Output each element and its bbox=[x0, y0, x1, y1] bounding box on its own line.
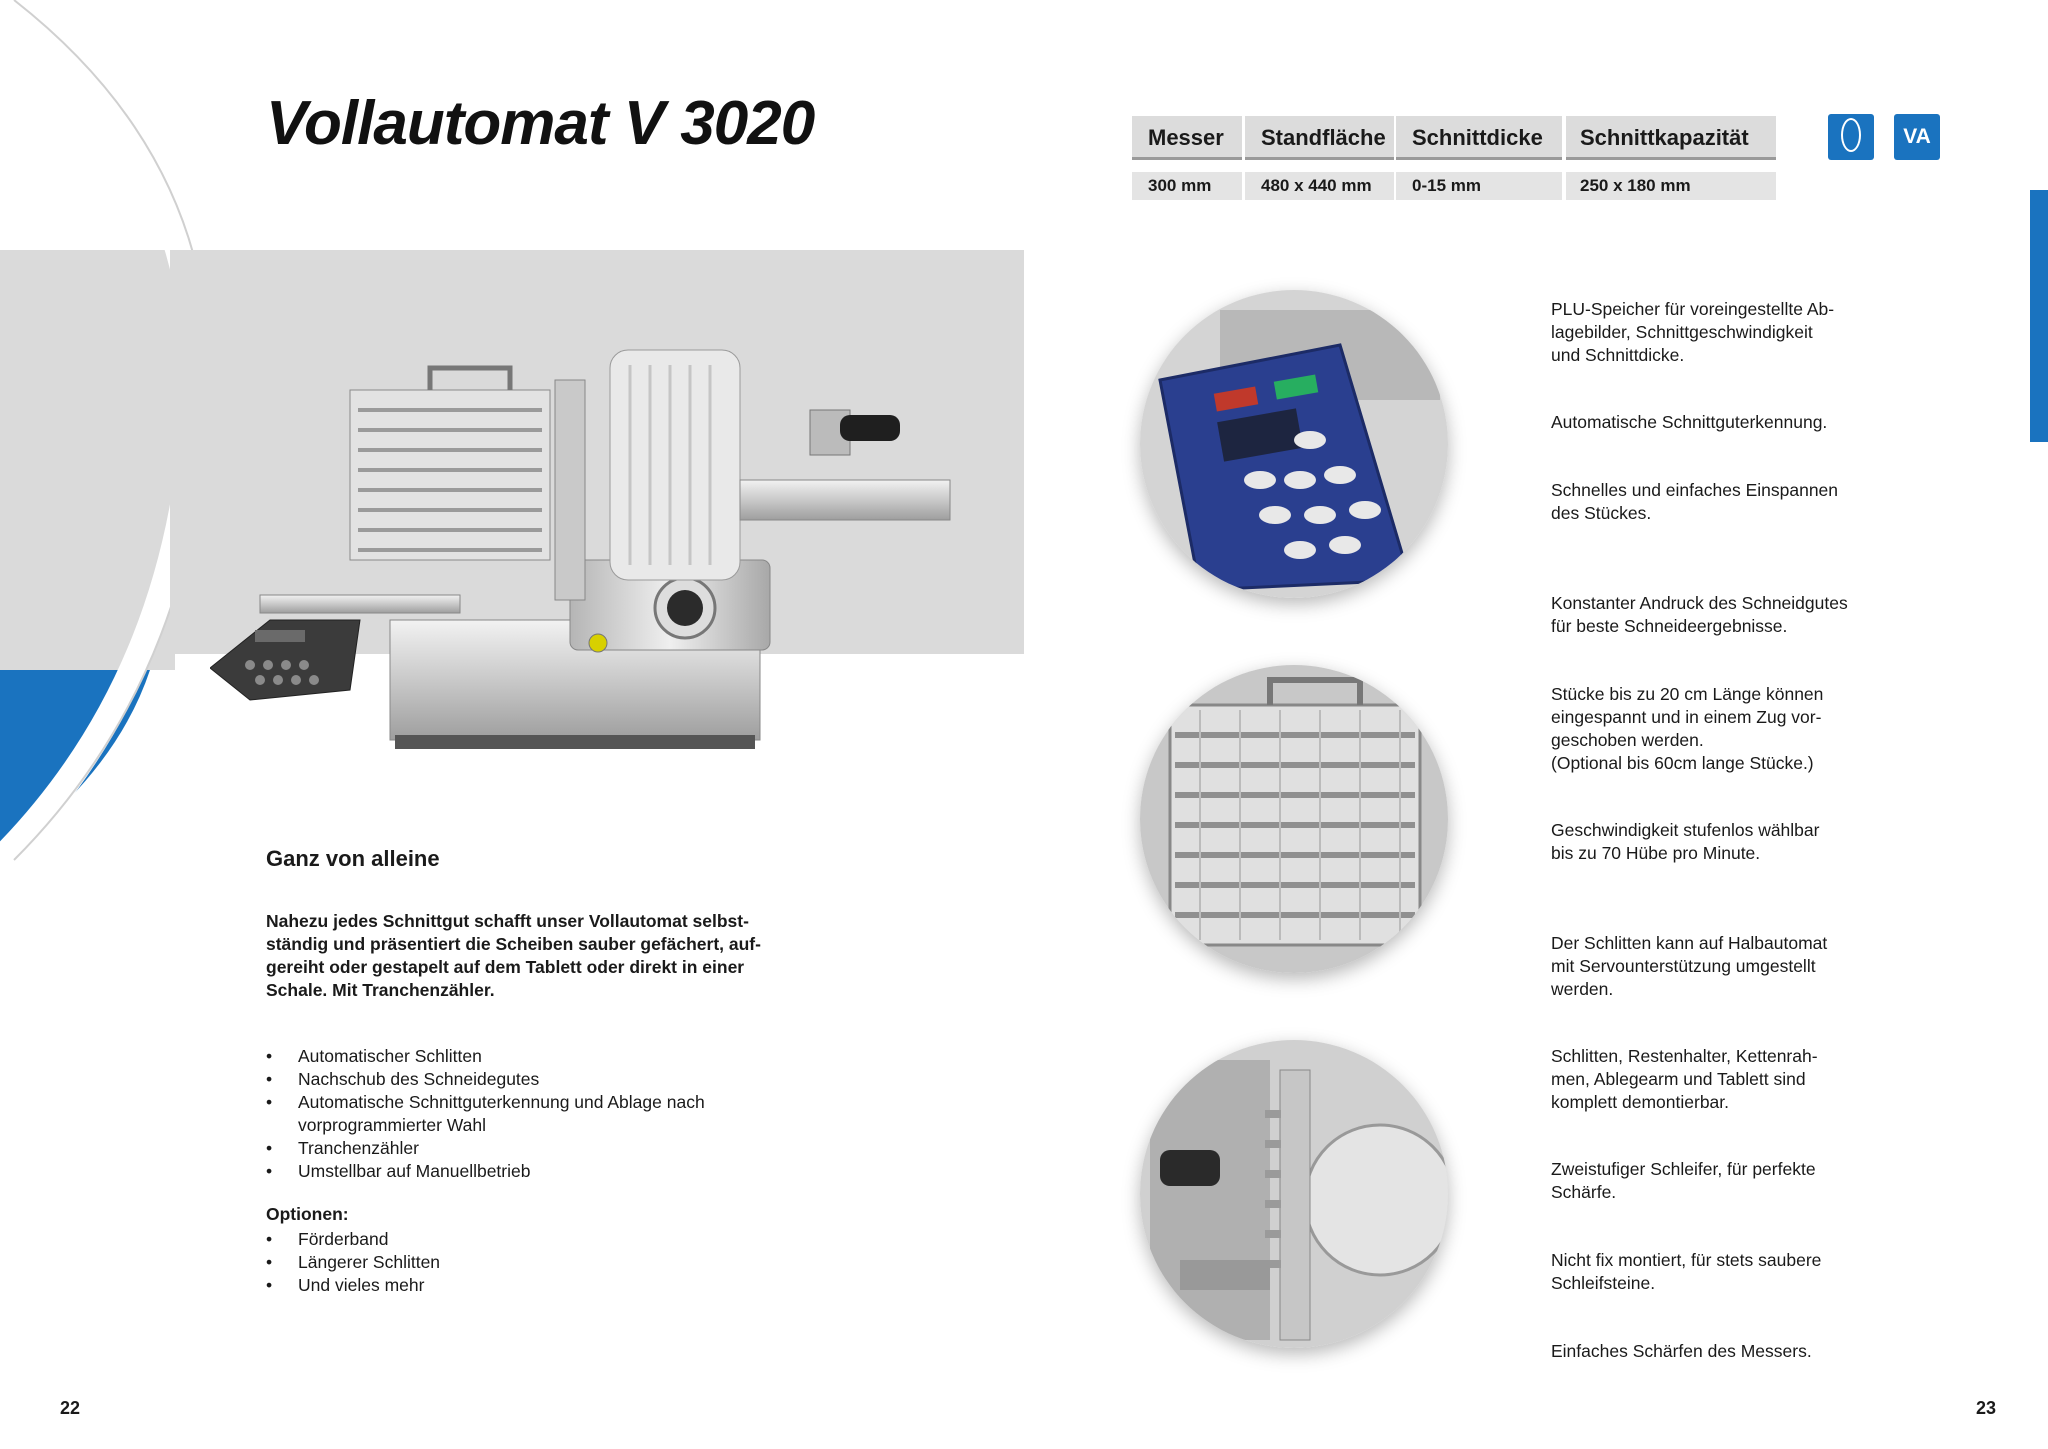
detail-photo-control-panel bbox=[1140, 290, 1448, 598]
feature-plu-memory: PLU-Speicher für voreingestellte Ab- lagebilder, Schnittgeschwindigkeit und Schnittdicke. bbox=[1551, 299, 1835, 365]
intro-line: Schale. Mit Tranchenzähler. bbox=[266, 980, 495, 1000]
options-title: Optionen: bbox=[266, 1204, 349, 1224]
feature-half-auto: Der Schlitten kann auf Halbautomat mit Servounterstützung umgestellt werden. bbox=[1551, 933, 1828, 999]
feature-clamping: Schnelles und einfaches Einspannen des Stückes. bbox=[1551, 480, 1839, 523]
page-number-right: 23 bbox=[1976, 1398, 1997, 1418]
feature-auto-detection: Automatische Schnittguterkennung. bbox=[1551, 412, 1828, 432]
list-item: • Automatische Schnittguterkennung und Ablage nach vorprogrammierter Wahl bbox=[266, 1091, 786, 1137]
detail-photo-blade bbox=[1140, 1040, 1448, 1348]
spec-header: Schnittkapazität bbox=[1566, 116, 1776, 160]
page-title: Vollautomat V 3020 bbox=[266, 89, 815, 158]
feature-length: Stücke bis zu 20 cm Länge können eingespannt und in einem Zug vor- geschoben werden. (Optional bis 60cm lange Stücke.) bbox=[1551, 684, 1824, 773]
va-badge: VA bbox=[1894, 114, 1940, 160]
oval-blade-icon bbox=[1828, 114, 1874, 160]
carriage-cage bbox=[350, 390, 550, 560]
spec-col-schnittkapazitaet bbox=[1566, 116, 1776, 200]
spec-value: 480 x 440 mm bbox=[1245, 172, 1394, 200]
pusher-knob bbox=[840, 415, 900, 441]
feed-rail bbox=[555, 380, 585, 600]
detail-photo-carriage bbox=[1140, 665, 1448, 973]
list-item: • Und vieles mehr bbox=[266, 1274, 440, 1297]
indicator-lamp bbox=[589, 634, 607, 652]
left-tray bbox=[260, 595, 460, 613]
carriage-handle bbox=[430, 368, 510, 390]
output-tray bbox=[740, 480, 950, 520]
spec-value: 0-15 mm bbox=[1396, 172, 1562, 200]
feature-grinder: Zweistufiger Schleifer, für perfekte Schärfe. bbox=[1551, 1159, 1816, 1202]
spec-header: Schnittdicke bbox=[1396, 116, 1562, 160]
list-item: • Förderband bbox=[266, 1228, 440, 1251]
spec-col-messer bbox=[1132, 116, 1242, 200]
spec-header: Standfläche bbox=[1245, 116, 1394, 160]
page-number-left: 22 bbox=[60, 1398, 81, 1418]
section-heading: Ganz von alleine bbox=[266, 846, 440, 871]
spec-col-standflaeche bbox=[1245, 116, 1394, 200]
spec-value: 250 x 180 mm bbox=[1566, 172, 1776, 200]
list-item: • Nachschub des Schneidegutes bbox=[266, 1068, 786, 1091]
list-item: • Automatischer Schlitten bbox=[266, 1045, 786, 1068]
feature-sharpening: Einfaches Schärfen des Messers. bbox=[1551, 1341, 1812, 1361]
machine-foot bbox=[395, 735, 755, 749]
slicer-machine-image bbox=[210, 330, 1000, 760]
intro-paragraph bbox=[266, 910, 766, 1002]
list-item: • Umstellbar auf Manuellbetrieb bbox=[266, 1160, 786, 1183]
intro-line: gereiht oder gestapelt auf dem Tablett oder direkt in einer bbox=[266, 957, 745, 977]
feature-speed: Geschwindigkeit stufenlos wählbar bis zu 70 Hübe pro Minute. bbox=[1551, 820, 1820, 863]
feature-removable: Schlitten, Restenhalter, Kettenrah- men, Ablegearm und Tablett sind komplett demontierbar. bbox=[1551, 1046, 1818, 1112]
list-item: • Längerer Schlitten bbox=[266, 1251, 440, 1274]
page-edge-marker bbox=[2030, 190, 2048, 442]
spec-col-schnittdicke bbox=[1396, 116, 1562, 200]
dial-knob bbox=[667, 590, 703, 626]
intro-line: Nahezu jedes Schnittgut schafft unser Vollautomat selbst- bbox=[266, 911, 749, 931]
panel-display bbox=[255, 630, 305, 642]
spec-value: 300 mm bbox=[1132, 172, 1242, 200]
options-list bbox=[266, 1228, 440, 1297]
feature-pressure: Konstanter Andruck des Schneidgutes für beste Schneideergebnisse. bbox=[1551, 593, 1848, 636]
spec-header: Messer bbox=[1132, 116, 1242, 160]
list-item: • Tranchenzähler bbox=[266, 1137, 786, 1160]
intro-line: ständig und präsentiert die Scheiben sauber gefächert, auf- bbox=[266, 934, 761, 954]
feature-stones: Nicht fix montiert, für stets saubere Schleifsteine. bbox=[1551, 1250, 1822, 1293]
feature-list bbox=[266, 1045, 786, 1183]
